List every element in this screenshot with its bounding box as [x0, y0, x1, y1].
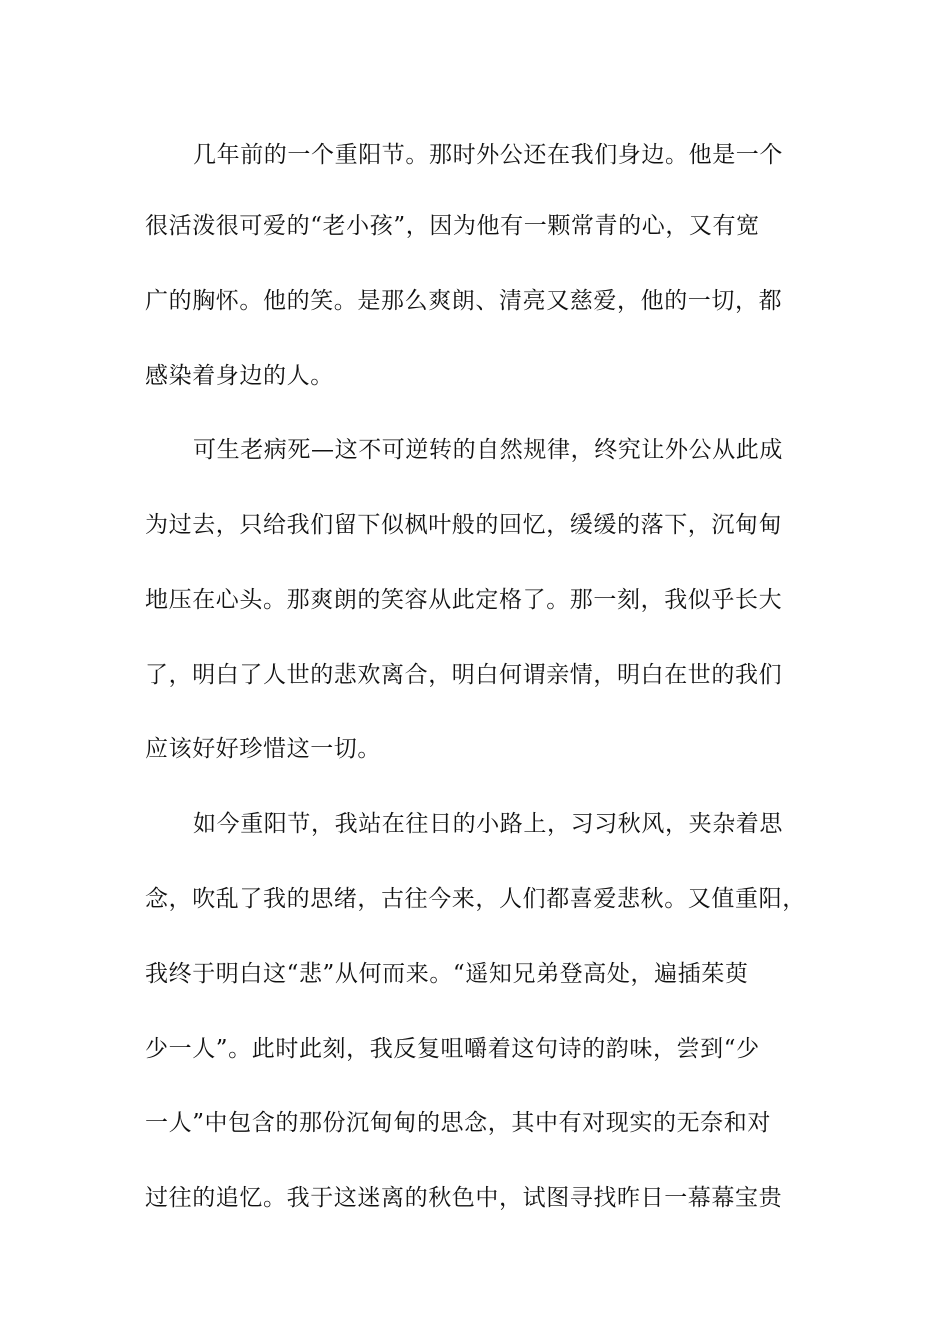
- paragraph-2-line-3: 地压在心头。那爽朗的笑容从此定格了。那一刻，我似乎长大: [145, 587, 783, 613]
- paragraph-3-line-4: 少一人”。此时此刻，我反复咀嚼着这句诗的韵味，尝到“少: [145, 1036, 760, 1062]
- paragraph-3-line-3: 我终于明白这“悲”从何而来。“遥知兄弟登高处，遍插茱萸: [145, 961, 749, 987]
- paragraph-2-line-2: 为过去，只给我们留下似枫叶般的回忆，缓缓的落下，沉甸甸: [145, 512, 783, 538]
- paragraph-3-line-1: 如今重阳节，我站在往日的小路上，习习秋风，夹杂着思: [193, 811, 783, 837]
- paragraph-1-line-4: 感染着身边的人。: [145, 363, 334, 389]
- paragraph-2-line-4: 了，明白了人世的悲欢离合，明白何谓亲情，明白在世的我们: [145, 662, 783, 688]
- paragraph-3-line-2: 念，吹乱了我的思绪，古往今来，人们都喜爱悲秋。又值重阳，: [145, 886, 806, 912]
- paragraph-1-line-1: 几年前的一个重阳节。那时外公还在我们身边。他是一个: [193, 142, 783, 168]
- paragraph-2-line-5: 应该好好珍惜这一切。: [145, 736, 381, 762]
- paragraph-3-line-5: 一人”中包含的那份沉甸甸的思念，其中有对现实的无奈和对: [145, 1110, 771, 1136]
- paragraph-2-line-1: 可生老病死—这不可逆转的自然规律，终究让外公从此成: [193, 437, 783, 463]
- paragraph-1-line-2: 很活泼很可爱的“老小孩”，因为他有一颗常青的心，又有宽: [145, 213, 760, 239]
- paragraph-1-line-3: 广的胸怀。他的笑。是那么爽朗、清亮又慈爱，他的一切，都: [145, 288, 783, 314]
- paragraph-3-line-6: 过往的追忆。我于这迷离的秋色中，试图寻找昨日一幕幕宝贵: [145, 1185, 783, 1211]
